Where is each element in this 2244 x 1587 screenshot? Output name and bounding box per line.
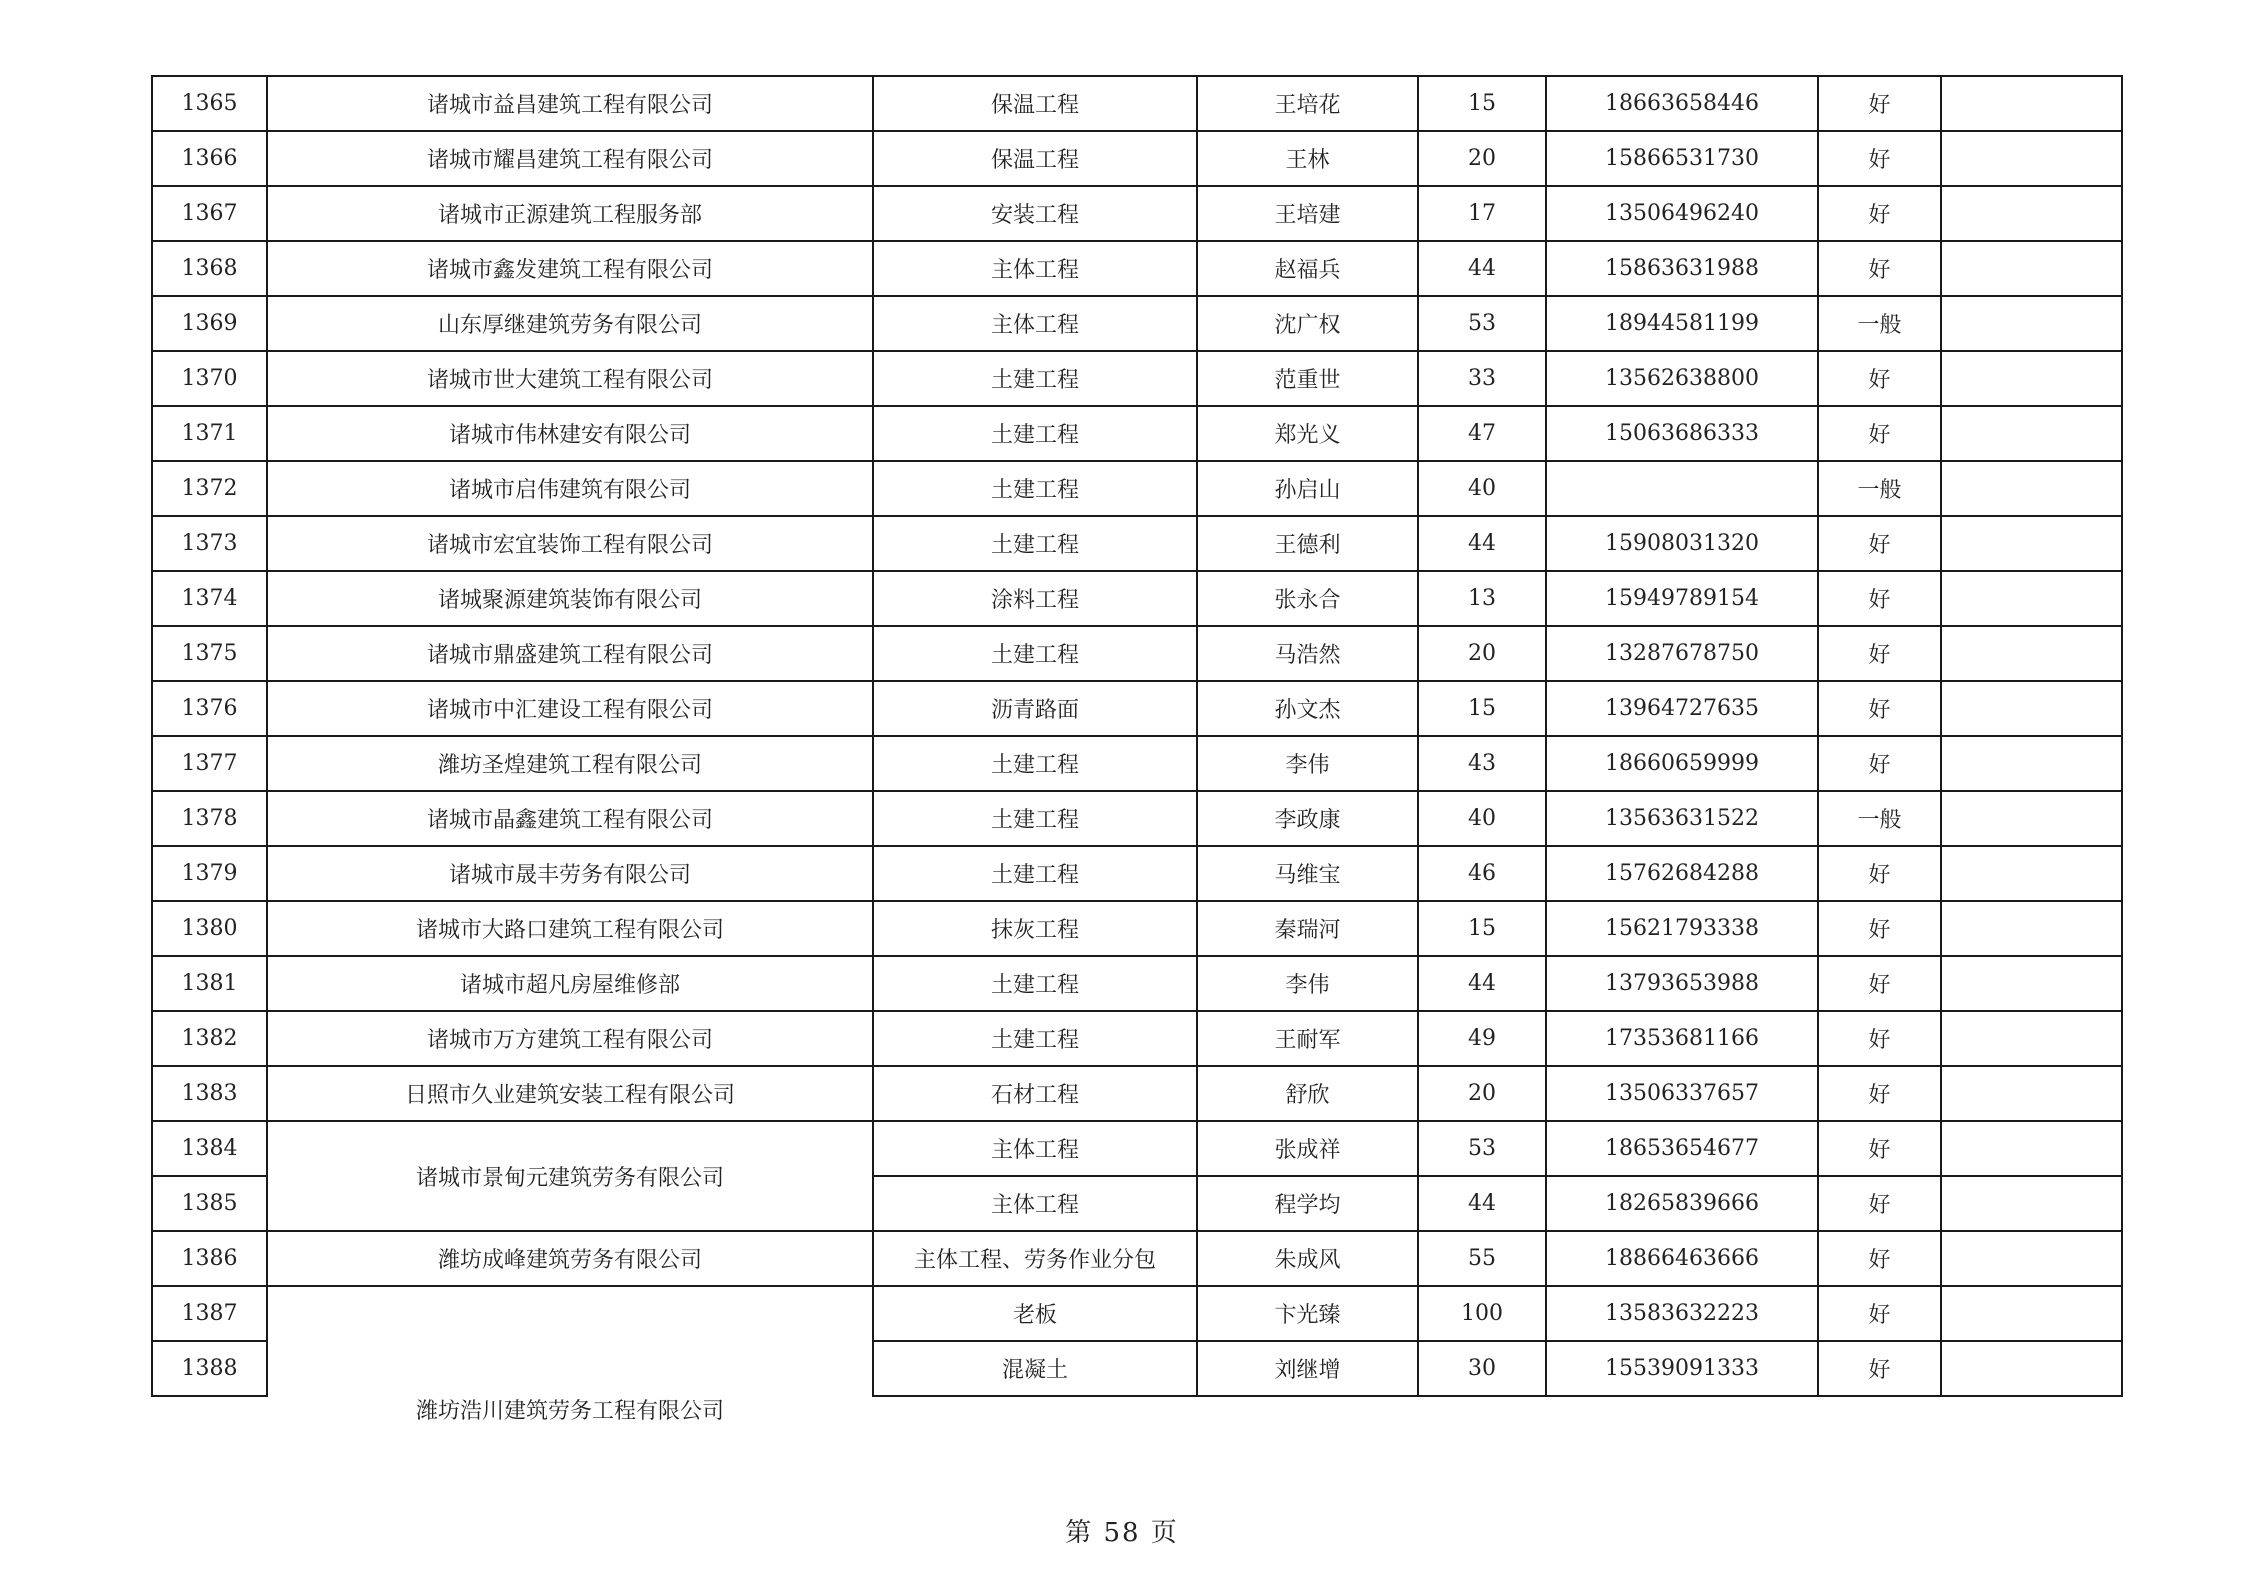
contact-person-cell: 卞光臻 (1197, 1286, 1418, 1341)
table-row (152, 131, 2122, 186)
rating-cell: 好 (1818, 846, 1941, 901)
note-cell (1941, 1341, 2122, 1396)
row-number-cell: 1377 (152, 736, 267, 791)
company-cell: 诸城市鑫发建筑工程有限公司 (267, 241, 873, 296)
contact-person-cell: 王培建 (1197, 186, 1418, 241)
row-number-cell: 1374 (152, 571, 267, 626)
worker-count-cell: 44 (1418, 241, 1546, 296)
company-cell: 诸城市中汇建设工程有限公司 (267, 681, 873, 736)
phone-cell: 17353681166 (1546, 1011, 1818, 1066)
worker-count-cell: 49 (1418, 1011, 1546, 1066)
note-cell (1941, 681, 2122, 736)
phone-cell: 13562638800 (1546, 351, 1818, 406)
phone-cell: 18663658446 (1546, 76, 1818, 131)
rating-cell: 好 (1818, 1176, 1941, 1231)
work-type-cell: 土建工程 (873, 406, 1197, 461)
rating-cell: 好 (1818, 406, 1941, 461)
table-row (152, 1231, 2122, 1286)
row-number-cell: 1366 (152, 131, 267, 186)
contact-person-cell: 马浩然 (1197, 626, 1418, 681)
work-type-cell: 土建工程 (873, 626, 1197, 681)
table-row (152, 76, 2122, 131)
phone-cell: 13563631522 (1546, 791, 1818, 846)
company-cell: 诸城市启伟建筑有限公司 (267, 461, 873, 516)
row-number-cell: 1384 (152, 1121, 267, 1176)
phone-cell (1546, 461, 1818, 516)
worker-count-cell: 100 (1418, 1286, 1546, 1341)
contact-person-cell: 舒欣 (1197, 1066, 1418, 1121)
rating-cell: 好 (1818, 571, 1941, 626)
row-number-cell: 1383 (152, 1066, 267, 1121)
company-cell: 诸城聚源建筑装饰有限公司 (267, 571, 873, 626)
company-cell: 诸城市鼎盛建筑工程有限公司 (267, 626, 873, 681)
phone-cell: 18660659999 (1546, 736, 1818, 791)
company-cell-merged: 诸城市景甸元建筑劳务有限公司 (267, 1121, 873, 1231)
rating-cell: 好 (1818, 1231, 1941, 1286)
phone-cell: 13583632223 (1546, 1286, 1818, 1341)
phone-cell: 13964727635 (1546, 681, 1818, 736)
phone-cell: 15621793338 (1546, 901, 1818, 956)
phone-cell: 13793653988 (1546, 956, 1818, 1011)
row-number-cell: 1380 (152, 901, 267, 956)
note-cell (1941, 956, 2122, 1011)
contact-person-cell: 张永合 (1197, 571, 1418, 626)
company-cell: 诸城市大路口建筑工程有限公司 (267, 901, 873, 956)
worker-count-cell: 20 (1418, 626, 1546, 681)
phone-cell: 15063686333 (1546, 406, 1818, 461)
contact-person-cell: 李伟 (1197, 956, 1418, 1011)
note-cell (1941, 791, 2122, 846)
company-cell: 诸城市伟林建安有限公司 (267, 406, 873, 461)
worker-count-cell: 47 (1418, 406, 1546, 461)
company-cell: 潍坊圣煌建筑工程有限公司 (267, 736, 873, 791)
worker-count-cell: 15 (1418, 681, 1546, 736)
row-number-cell: 1388 (152, 1341, 267, 1396)
worker-count-cell: 17 (1418, 186, 1546, 241)
worker-count-cell: 33 (1418, 351, 1546, 406)
worker-count-cell: 44 (1418, 516, 1546, 571)
work-type-cell: 土建工程 (873, 791, 1197, 846)
note-cell (1941, 1231, 2122, 1286)
table-row (152, 516, 2122, 571)
rating-cell: 好 (1818, 516, 1941, 571)
worker-count-cell: 40 (1418, 791, 1546, 846)
rating-cell: 一般 (1818, 461, 1941, 516)
table-row (152, 461, 2122, 516)
table-row (152, 1066, 2122, 1121)
note-cell (1941, 1121, 2122, 1176)
rating-cell: 好 (1818, 1341, 1941, 1396)
note-cell (1941, 351, 2122, 406)
contact-person-cell: 赵福兵 (1197, 241, 1418, 296)
work-type-cell: 土建工程 (873, 846, 1197, 901)
company-cell: 诸城市万方建筑工程有限公司 (267, 1011, 873, 1066)
worker-count-cell: 46 (1418, 846, 1546, 901)
worker-count-cell: 30 (1418, 1341, 1546, 1396)
phone-cell: 18944581199 (1546, 296, 1818, 351)
phone-cell: 15539091333 (1546, 1341, 1818, 1396)
worker-count-cell: 13 (1418, 571, 1546, 626)
contact-person-cell: 王德利 (1197, 516, 1418, 571)
phone-cell: 13506496240 (1546, 186, 1818, 241)
table-row (152, 1286, 2122, 1341)
row-number-cell: 1381 (152, 956, 267, 1011)
note-cell (1941, 406, 2122, 461)
contact-person-cell: 孙文杰 (1197, 681, 1418, 736)
phone-cell: 15762684288 (1546, 846, 1818, 901)
data-table-container (151, 75, 2121, 1447)
contact-person-cell: 王培花 (1197, 76, 1418, 131)
rating-cell: 好 (1818, 186, 1941, 241)
rating-cell: 好 (1818, 626, 1941, 681)
contact-person-cell: 郑光义 (1197, 406, 1418, 461)
worker-count-cell: 20 (1418, 1066, 1546, 1121)
note-cell (1941, 131, 2122, 186)
company-cell: 山东厚继建筑劳务有限公司 (267, 296, 873, 351)
worker-count-cell: 15 (1418, 901, 1546, 956)
rating-cell: 一般 (1818, 296, 1941, 351)
table-row (152, 571, 2122, 626)
work-type-cell: 沥青路面 (873, 681, 1197, 736)
contact-person-cell: 马维宝 (1197, 846, 1418, 901)
work-type-cell: 土建工程 (873, 351, 1197, 406)
work-type-cell: 主体工程、劳务作业分包 (873, 1231, 1197, 1286)
rating-cell: 好 (1818, 1286, 1941, 1341)
work-type-cell: 土建工程 (873, 956, 1197, 1011)
company-cell: 诸城市晶鑫建筑工程有限公司 (267, 791, 873, 846)
work-type-cell: 老板 (873, 1286, 1197, 1341)
work-type-cell: 土建工程 (873, 461, 1197, 516)
row-number-cell: 1368 (152, 241, 267, 296)
note-cell (1941, 296, 2122, 351)
work-type-cell: 涂料工程 (873, 571, 1197, 626)
worker-count-cell: 53 (1418, 296, 1546, 351)
contact-person-cell: 秦瑞河 (1197, 901, 1418, 956)
row-number-cell: 1372 (152, 461, 267, 516)
contact-person-cell: 李伟 (1197, 736, 1418, 791)
company-cell: 诸城市世大建筑工程有限公司 (267, 351, 873, 406)
phone-cell: 13287678750 (1546, 626, 1818, 681)
table-row (152, 406, 2122, 461)
table-row (152, 736, 2122, 791)
table-row (152, 241, 2122, 296)
rating-cell: 一般 (1818, 791, 1941, 846)
worker-count-cell: 43 (1418, 736, 1546, 791)
work-type-cell: 土建工程 (873, 736, 1197, 791)
worker-count-cell: 44 (1418, 1176, 1546, 1231)
row-number-cell: 1378 (152, 791, 267, 846)
work-type-cell: 保温工程 (873, 76, 1197, 131)
contact-person-cell: 张成祥 (1197, 1121, 1418, 1176)
contact-person-cell: 孙启山 (1197, 461, 1418, 516)
company-cell-text: 潍坊浩川建筑劳务工程有限公司 (415, 1399, 724, 1424)
row-number-cell: 1370 (152, 351, 267, 406)
contact-person-cell: 王林 (1197, 131, 1418, 186)
note-cell (1941, 186, 2122, 241)
row-number-cell: 1386 (152, 1231, 267, 1286)
note-cell (1941, 901, 2122, 956)
contact-person-cell: 朱成风 (1197, 1231, 1418, 1286)
rating-cell: 好 (1818, 956, 1941, 1011)
rating-cell: 好 (1818, 1121, 1941, 1176)
row-number-cell: 1371 (152, 406, 267, 461)
phone-cell: 13506337657 (1546, 1066, 1818, 1121)
table-row (152, 1121, 2122, 1176)
table-row (152, 901, 2122, 956)
contractor-table (151, 75, 2123, 1424)
table-row (152, 626, 2122, 681)
table-row (152, 351, 2122, 406)
work-type-cell: 石材工程 (873, 1066, 1197, 1121)
table-row (152, 956, 2122, 1011)
work-type-cell: 保温工程 (873, 131, 1197, 186)
worker-count-cell: 15 (1418, 76, 1546, 131)
work-type-cell: 抹灰工程 (873, 901, 1197, 956)
note-cell (1941, 76, 2122, 131)
rating-cell: 好 (1818, 76, 1941, 131)
worker-count-cell: 55 (1418, 1231, 1546, 1286)
table-row (152, 681, 2122, 736)
contact-person-cell: 刘继增 (1197, 1341, 1418, 1396)
table-row (152, 186, 2122, 241)
note-cell (1941, 1066, 2122, 1121)
phone-cell: 18653654677 (1546, 1121, 1818, 1176)
note-cell (1941, 1011, 2122, 1066)
table-row (152, 1011, 2122, 1066)
phone-cell: 15866531730 (1546, 131, 1818, 186)
row-number-cell: 1376 (152, 681, 267, 736)
note-cell (1941, 1176, 2122, 1231)
rating-cell: 好 (1818, 1066, 1941, 1121)
rating-cell: 好 (1818, 901, 1941, 956)
company-cell: 日照市久业建筑安装工程有限公司 (267, 1066, 873, 1121)
rating-cell: 好 (1818, 736, 1941, 791)
row-number-cell: 1375 (152, 626, 267, 681)
phone-cell: 15863631988 (1546, 241, 1818, 296)
note-cell (1941, 461, 2122, 516)
row-number-cell: 1387 (152, 1286, 267, 1341)
table-row (152, 791, 2122, 846)
phone-cell: 18866463666 (1546, 1231, 1818, 1286)
contact-person-cell: 李政康 (1197, 791, 1418, 846)
row-number-cell: 1365 (152, 76, 267, 131)
row-number-cell: 1382 (152, 1011, 267, 1066)
worker-count-cell: 53 (1418, 1121, 1546, 1176)
work-type-cell: 主体工程 (873, 1121, 1197, 1176)
work-type-cell: 主体工程 (873, 296, 1197, 351)
table-row (152, 846, 2122, 901)
company-cell: 诸城市宏宜装饰工程有限公司 (267, 516, 873, 571)
note-cell (1941, 241, 2122, 296)
note-cell (1941, 571, 2122, 626)
page-number: 第 58 页 (1065, 1518, 1179, 1548)
table-body (152, 76, 2122, 1424)
company-cell: 诸城市耀昌建筑工程有限公司 (267, 131, 873, 186)
company-cell: 诸城市晟丰劳务有限公司 (267, 846, 873, 901)
worker-count-cell: 20 (1418, 131, 1546, 186)
contact-person-cell: 范重世 (1197, 351, 1418, 406)
company-cell-merged (267, 1286, 873, 1424)
rating-cell: 好 (1818, 241, 1941, 296)
company-cell: 诸城市益昌建筑工程有限公司 (267, 76, 873, 131)
work-type-cell: 土建工程 (873, 516, 1197, 571)
company-cell: 诸城市正源建筑工程服务部 (267, 186, 873, 241)
worker-count-cell: 44 (1418, 956, 1546, 1011)
row-number-cell: 1367 (152, 186, 267, 241)
contact-person-cell: 王耐军 (1197, 1011, 1418, 1066)
company-cell: 诸城市超凡房屋维修部 (267, 956, 873, 1011)
row-number-cell: 1369 (152, 296, 267, 351)
rating-cell: 好 (1818, 681, 1941, 736)
note-cell (1941, 626, 2122, 681)
row-number-cell: 1379 (152, 846, 267, 901)
note-cell (1941, 1286, 2122, 1341)
note-cell (1941, 736, 2122, 791)
work-type-cell: 主体工程 (873, 1176, 1197, 1231)
work-type-cell: 主体工程 (873, 241, 1197, 296)
phone-cell: 18265839666 (1546, 1176, 1818, 1231)
company-cell: 潍坊成峰建筑劳务有限公司 (267, 1231, 873, 1286)
row-number-cell: 1385 (152, 1176, 267, 1231)
note-cell (1941, 516, 2122, 571)
row-number-cell: 1373 (152, 516, 267, 571)
worker-count-cell: 40 (1418, 461, 1546, 516)
note-cell (1941, 846, 2122, 901)
work-type-cell: 安装工程 (873, 186, 1197, 241)
contact-person-cell: 沈广权 (1197, 296, 1418, 351)
contact-person-cell: 程学均 (1197, 1176, 1418, 1231)
phone-cell: 15949789154 (1546, 571, 1818, 626)
rating-cell: 好 (1818, 351, 1941, 406)
table-row (152, 296, 2122, 351)
work-type-cell: 混凝土 (873, 1341, 1197, 1396)
work-type-cell: 土建工程 (873, 1011, 1197, 1066)
rating-cell: 好 (1818, 1011, 1941, 1066)
phone-cell: 15908031320 (1546, 516, 1818, 571)
rating-cell: 好 (1818, 131, 1941, 186)
